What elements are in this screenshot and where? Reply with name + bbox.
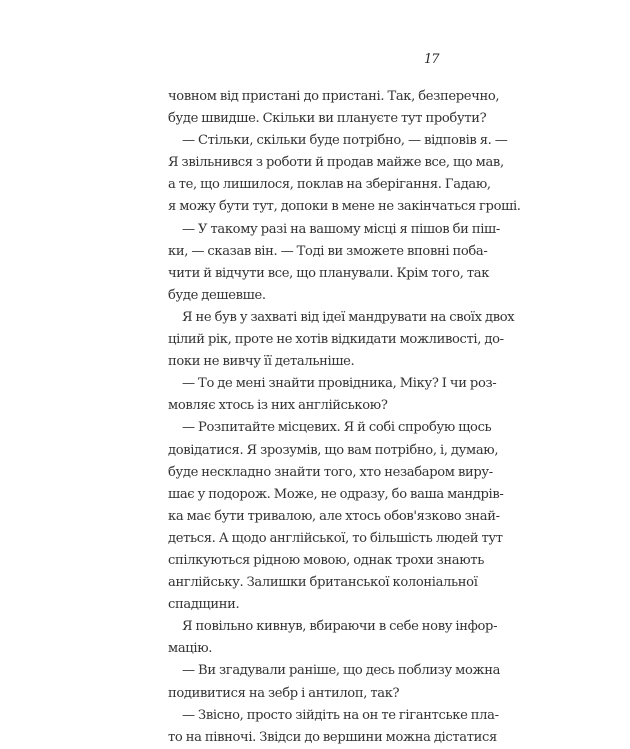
text-line: довідатися. Я зрозумів, що вам потрібно, і, думаю, xyxy=(168,442,499,458)
text-line: човном від пристані до пристані. Так, безперечно, xyxy=(168,89,500,104)
text-line: ка має бути тривалою, але хтось обов'язково знай- xyxy=(168,508,500,524)
text-line: — Стільки, скільки буде потрібно, — відповів я. — xyxy=(182,133,508,149)
text-line: буде швидше. Скільки ви плануєте тут пробути? xyxy=(168,111,487,127)
text-line: Я звільнився з роботи й продав майже все, що мав, xyxy=(168,155,504,171)
text-line: ки, — сказав він. — Тоді ви зможете вповні поба- xyxy=(168,243,488,259)
text-line: спадщини. xyxy=(168,597,240,613)
text-line: подивитися на зебр і антилоп, так? xyxy=(168,685,400,701)
text-line: я можу бути тут, допоки в мене не закінчаться гроші. xyxy=(168,199,521,215)
text-line: буде дешевше. xyxy=(168,287,266,303)
text-line: Я повільно кивнув, вбираючи в себе нову інфор- xyxy=(182,619,498,635)
text-line: англійську. Залишки британської колоніальної xyxy=(168,575,478,591)
text-line: — То де мені знайти провідника, Міку? І чи роз- xyxy=(182,376,497,392)
text-line: цілий рік, проте не хотів відкидати можливості, до- xyxy=(168,332,504,348)
text-line: а те, що лишилося, поклав на зберігання. Гадаю, xyxy=(168,177,491,193)
text-line: то на півночі. Звідси до вершини можна дістатися xyxy=(168,729,497,745)
text-line: — У такому разі на вашому місці я пішов би піш- xyxy=(182,221,500,237)
text-line: Я не був у захваті від ідеї мандрувати на своїх двох xyxy=(182,309,515,325)
text-line: поки не вивчу її детальніше. xyxy=(168,354,355,370)
text-line: мацію. xyxy=(168,641,213,657)
text-line: — Розпитайте місцевих. Я й собі спробую щось xyxy=(182,420,492,436)
text-line: — Ви згадували раніше, що десь поблизу можна xyxy=(182,663,501,679)
text-line: деться. А щодо англійської, то більшість людей тут xyxy=(168,530,503,546)
text-line: буде нескладно знайти того, хто незабаром виру- xyxy=(168,464,493,480)
text-line: — Звісно, просто зійдіть на он те гігантське пла- xyxy=(182,707,499,723)
text-line: спілкуються рідною мовою, однак трохи знають xyxy=(168,552,484,568)
body-text xyxy=(168,86,521,749)
text-line: шає у подорож. Може, не одразу, бо ваша мандрів- xyxy=(168,486,504,502)
page-number: 17 xyxy=(424,52,439,67)
text-line: чити й відчути все, що планували. Крім того, так xyxy=(168,265,490,281)
text-line: мовляє хтось із них англійською? xyxy=(168,398,388,414)
